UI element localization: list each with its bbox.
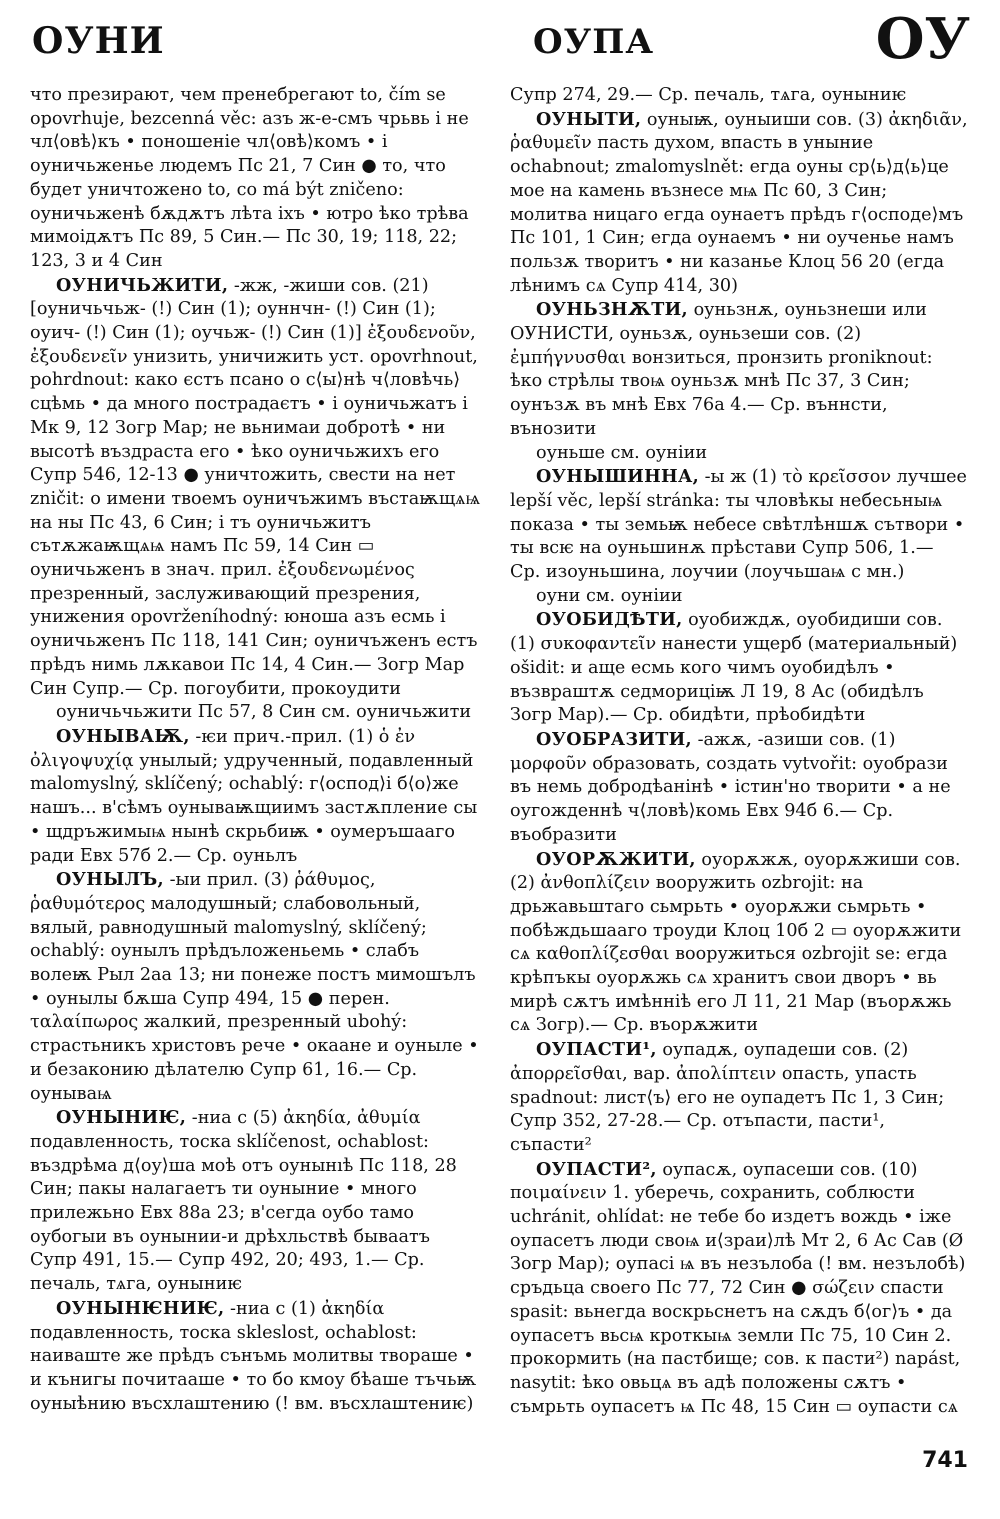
left-column	[30, 84, 482, 1416]
page-number: 741	[922, 1448, 968, 1473]
entry-headword: ОУОБИДѢТИ,	[536, 609, 683, 631]
entry-headword: ОУПАСТИ¹,	[536, 1039, 657, 1061]
entry-headword: ОУНЫВАѬ,	[56, 725, 190, 747]
section-letter: ОУ	[875, 6, 970, 72]
entry-text: оуни см. оуніии	[536, 585, 683, 606]
dictionary-entry	[30, 1297, 482, 1417]
entry-text: -ажѫ, -азиши сов. (1) μορφοῦν образовать, создать vytvořit: оуобрази въ немь добродѣанінѣ • істин'но творити • а не оугожденнѣ ч⟨ловѣ⟩комь Евх 94б 6.— Ср. въобразити	[510, 729, 951, 845]
entry-text: что презирают, чем пренебрегают to, čím se opovrhuje, bezcenná věc: азъ ж-е-смъ чрьвь і не чл⟨овѣ⟩къ • поношеніе чл⟨овѣ⟩комъ • і оуничьженье людемъ Пс 21, 7 Син ● то, что будет уничтожено to, co má být zničeno: оуничьженѣ бѫдѫтъ лѣта іхъ • ютро ѣко трѣва мимоідѫтъ Пс 89, 5 Син.— Пс 30, 19; 118, 22; 123, 3 и 4 Син	[30, 85, 469, 271]
entry-headword: ОУНЫТИ,	[536, 108, 642, 130]
dictionary-entry	[30, 274, 482, 702]
entry-headword: ОУОРѪЖИТИ,	[536, 848, 696, 870]
dictionary-entry	[30, 1106, 482, 1297]
right-column	[510, 84, 968, 1419]
dictionary-entry	[30, 725, 482, 868]
dictionary-entry	[510, 608, 968, 728]
entry-headword: ОУНЫНѤНИѤ,	[56, 1297, 225, 1319]
entry-text: оуныѭ, оуныиши сов. (3) ἀκηδιᾶν, ῥαθυμεῖν пасть духом, впасть в уныние ochabnout; zmalomyslnět: егда оуны ср⟨ь⟩д⟨ь⟩це мое на камень възнесе мѩ Пс 60, 3 Син; молитва ницаго егда оунаетъ прѣдъ г⟨осподе⟩мъ Пс 101, 1 Син; егда оунаемъ • ни оученье намъ пользѫ творитъ • ни казанье Клоц 56 20 (егда лѣнимъ сѧ Супр 414, 30)	[510, 109, 968, 296]
entry-text: -ниа с (1) ἀκηδία подавленность, тоска skleslost, ochablost: наиваште же прѣдъ сънъмь молитвы твораше • и кънигы почитааше • то бо кмоу бѣаше тъчьѭ оуныѣнию въсхлаштению (! вм. въсхлаштениѥ)	[30, 1298, 477, 1414]
entry-text: -жж, -жиши сов. (21) [оуничьчьж- (!) Син (1); оуннчн- (!) Син (1); оуич- (!) Син (1); оучьж- (!) Син (1)] ἐξουδενοῦν, ἐξουδενεῖν унизить, уничижить уст. opovrhnout, pohrdnout: како єстъ псано о с⟨ы⟩нѣ ч⟨ловѣчь⟩сцѣмь • да много пострадаєтъ • і оуничьжатъ і Мк 9, 12 Зогр Мар; не вьнимаи добротѣ • ни высотѣ въздраста его • ѣко оуничьжихъ его Супр 546, 12-13 ● уничтожить, свести на нет zničit: о имени твоемъ оуничъжимъ въстаѭщѧѩ на ны Пс 43, 6 Син; і тъ оуничьжитъ сътѫжаѭщѧѩ намъ Пс 59, 14 Син ▭ оуничьженъ в знач. прил. ἐξουδενωμένος презренный, заслуживающий презрения, унижения opovrženíhodný: юноша азъ есмь і оуничьженъ Пс 118, 141 Син; оуничъженъ естъ прѣдъ нимь лѫкавои Пс 14, 4 Син.— Зогр Мар Син Супр.— Ср. погоубити, прокоудити	[30, 275, 481, 699]
dictionary-entry	[510, 298, 968, 441]
entry-text: оуобиждѫ, оуобидиши сов. (1) συκοφαντεῖν нанести ущерб (материальный) ošidit: и аще есмь кого чимъ оуобидѣлъ • възвраштѫ седмориціѭ Л 19, 8 Ас (обидѣлъ Зогр Мар).— Ср. обидѣти, прѣобидѣти	[510, 610, 958, 726]
entry-text: Супр 274, 29.— Ср. печаль, тѧга, оуныниѥ	[510, 85, 907, 105]
dictionary-entry	[510, 1158, 968, 1420]
entry-text: оуньше см. оуніии	[536, 442, 708, 463]
entry-text: оуорѫжѫ, оуорѫжиши сов. (2) ἀνθοπλίζειν вооружить ozbrojit: на дрьжавьштаго сьмрьть • оуорѫжи сьмрьть • побѣждьшааго троуди Клоц 10б 2 ▭ оуорѫжити сѧ καθοπλίζεσθαι вооружиться ozbrojit se: егда крѣпъкы оуорѫжь сѧ хранитъ свои дворъ • вь мирѣ сѫтъ имѣнніѣ его Л 11, 21 Мар (въорѫжь сѧ Зогр).— Ср. въорѫжити	[510, 849, 962, 1036]
entry-text: -ниа с (5) ἀκηδία, ἀθυμία подавленность, тоска sklíčenost, ochablost: въздрѣма д⟨оу⟩ша моѣ отъ оунынıѣ Пс 118, 28 Син; пакы налагаетъ ти оуныние • много прилежьно Евх 88а 23; в'сегда оубо тамо оубогыи въ оунынии-и дрѣхльствѣ бываатъ Супр 491, 15.— Супр 492, 20; 493, 1.— Ср. печаль, тѧга, оуныниѥ	[30, 1108, 457, 1295]
dictionary-entry	[510, 848, 968, 1039]
entry-text: оупадѫ, оупадеши сов. (2) ἀπορρεῖσθαι, вар. ἀπολίπτειν опасть, упасть spadnout: лист⟨ъ⟩ его не оупадетъ Пс 1, 3 Син; Супр 352, 27-28.— Ср. отъпасти, пасти¹, съпасти²	[510, 1040, 945, 1155]
entry-text: -ыи прил. (3) ῥάθυμος, ῥαθυμότερος малодушный; слабовольный, вялый, равнодушный malomyslný, sklíčený; ochablý: оунылъ прѣдъложеньемь • слабъ волеѭ Рыл 2аа 13; ни понеже постъ мимошълъ • оунылы бѫша Супр 494, 15 ● перен. ταλαίπωρος жалкий, презренный ubohý: страстьникъ христовъ рече • окаане и оуныле • и безаконию дѣлателю Супр 61, 16.— Ср. оунываѩ	[30, 870, 479, 1104]
entry-headword: ОУНЫНИѤ,	[56, 1107, 187, 1129]
dictionary-entry	[30, 84, 482, 274]
entry-headword: ОУПАСТИ²,	[536, 1158, 657, 1180]
entry-headword: ОУНИЧЬЖИТИ,	[56, 274, 229, 296]
entry-headword: ОУНЫШИННА,	[536, 466, 700, 488]
entry-text: -ѥи прич.-прил. (1) ὁ ἐν ὀλιγοψυχίᾳ унылый; удрученный, подавленный malomyslný, sklíčený; ochablý: г⟨оспод⟩і б⟨о⟩же нашъ... в'сѣмъ оунываѭщиимъ застѫпление сы • щдръжимыѩ нынѣ скрьбиѭ • оумеръшааго ради Евх 57б 2.— Ср. оуньлъ	[30, 726, 478, 866]
dictionary-entry	[510, 728, 968, 848]
entry-headword: ОУНЬЗНѪТИ,	[536, 299, 688, 321]
dictionary-entry	[30, 868, 482, 1106]
entry-text: оуньзнѫ, оуньзнеши или ОУНИСТИ, оуньзѫ, оуньзеши сов. (2) ἐμπήγνυσθαι вонзиться, пронзить proniknout: ѣко стрѣлы твоѩ оуньзѫ мнѣ Пс 37, 3 Син; оунъзѫ въ мнѣ Евх 76а 4.— Ср. въннсти, вънозити	[510, 300, 933, 439]
entry-text: оупасѫ, оупасеши сов. (10) ποιμαίνειν 1. уберечь, сохранить, соблюсти uchránit, ohlídat: не тебе бо издетъ вождь • іже оупасетъ люди своѩ и⟨зраи⟩лѣ Мт 2, 6 Ас Сав (Ø Зогр Мар); оупасі ѩ въ незълоба (! вм. незълобѣ) сръдьца своего Пс 77, 72 Син ● σώζειν спасти spasit: вьнегда воскрьснетъ на сѫдъ б⟨ог⟩ъ • да оупасетъ вьсѩ кроткыѩ земли Пс 75, 10 Син 2. прокормить (на пастбище; сов. к пасти²) napást, nasytit: ѣко овьцѧ въ адѣ положены сѫтъ • съмрьть оупасетъ ѩ Пс 48, 15 Син ▭ оупасти сѧ	[510, 1159, 966, 1417]
dictionary-entry	[510, 1038, 968, 1158]
entry-text: -ы ж (1) τὸ κρεῖσσον лучшее lepší věc, lepší stránka: ты чловѣкы небесьныѩ показа • ты земьѭ небесе свѣтлѣншѫ сътвори • ты всѥ на оуньшинѫ прѣстави Супр 506, 1.— Ср. изоуньшина, лоучии (лоучьшаѩ с мн.)	[510, 467, 967, 583]
running-head-right: ОУПА	[533, 22, 655, 62]
entry-headword: ОУНЫЛЪ,	[56, 869, 164, 891]
dictionary-entry	[510, 84, 968, 108]
entry-text: оуничьчьжити Пс 57, 8 Син см. оуничьжити	[56, 702, 472, 723]
dictionary-entry	[510, 585, 968, 609]
dictionary-entry	[510, 108, 968, 299]
dictionary-entry	[510, 465, 968, 585]
dictionary-entry	[30, 701, 482, 725]
dictionary-entry	[510, 442, 968, 466]
entry-headword: ОУОБРАЗИТИ,	[536, 728, 692, 750]
running-head-left: ОУНИ	[32, 20, 165, 62]
